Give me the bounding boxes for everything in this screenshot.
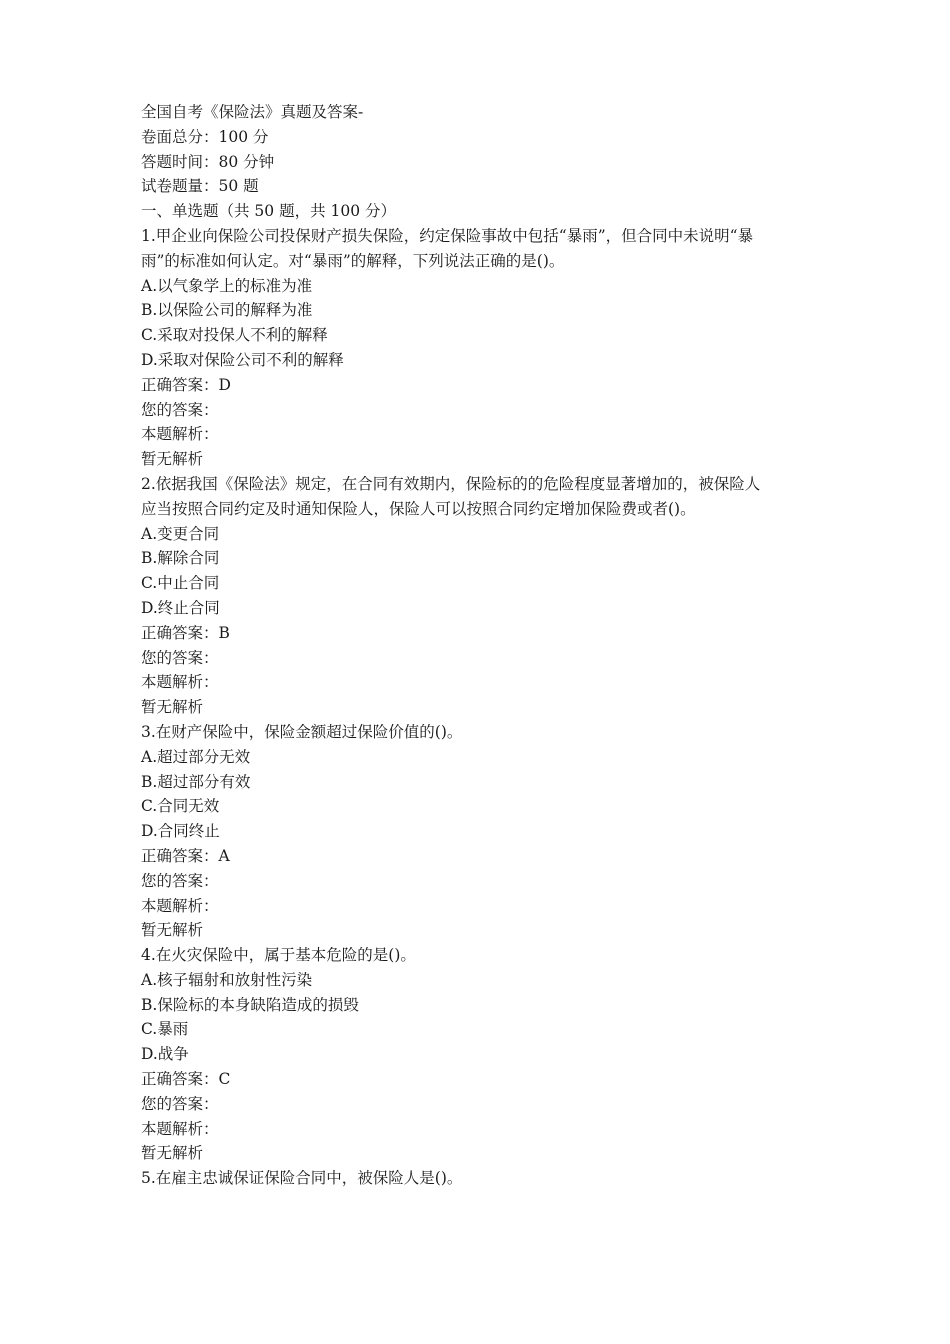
option-b: B.解除合同 [141,549,220,568]
analysis-text: 暂无解析 [141,450,204,469]
analysis-label: 本题解析： [141,673,219,692]
option-b: B.超过部分有效 [141,772,251,791]
analysis-text: 暂无解析 [141,1144,204,1163]
analysis-text: 暂无解析 [141,698,204,717]
option-d: D.合同终止 [141,822,220,841]
analysis-label: 本题解析： [141,425,219,444]
section-heading: 一、单选题（共 50 题，共 100 分） [141,202,397,221]
total-score: 卷面总分：100 分 [141,127,269,146]
option-c: C.采取对投保人不利的解释 [141,326,328,345]
your-answer: 您的答案： [141,1094,219,1113]
question-stem: 1.甲企业向保险公司投保财产损失保险，约定保险事故中包括“暴雨”，但合同中未说明“暴 [141,226,754,245]
option-c: C.合同无效 [141,797,220,816]
option-d: D.终止合同 [141,598,220,617]
question-stem: 2.依据我国《保险法》规定，在合同有效期内，保险标的的危险程度显著增加的，被保险人 [141,474,761,493]
exam-time: 答题时间：80 分钟 [141,152,275,171]
question-stem: 3.在财产保险中，保险金额超过保险价值的()。 [141,722,463,741]
option-b: B.保险标的本身缺陷造成的损毁 [141,995,359,1014]
option-d: D.战争 [141,1045,189,1064]
question-1 [141,224,821,472]
question-4 [141,943,821,1166]
question-5 [141,1166,821,1191]
question-stem: 应当按照合同约定及时通知保险人，保险人可以按照合同约定增加保险费或者()。 [141,499,696,518]
analysis-label: 本题解析： [141,896,219,915]
analysis-label: 本题解析： [141,1119,219,1138]
question-stem: 4.在火灾保险中，属于基本危险的是()。 [141,946,416,965]
correct-answer: 正确答案：B [141,623,230,642]
document-page [141,100,821,1191]
question-3 [141,720,821,943]
your-answer: 您的答案： [141,648,219,667]
question-count: 试卷题量：50 题 [141,177,259,196]
option-a: A.核子辐射和放射性污染 [141,970,313,989]
option-a: A.超过部分无效 [141,747,251,766]
option-c: C.中止合同 [141,574,220,593]
question-stem: 5.在雇主忠诚保证保险合同中，被保险人是()。 [141,1169,463,1188]
analysis-text: 暂无解析 [141,921,204,940]
document-title: 全国自考《保险法》真题及答案- [141,103,364,121]
your-answer: 您的答案： [141,400,219,419]
question-2 [141,472,821,720]
option-d: D.采取对保险公司不利的解释 [141,350,344,369]
option-c: C.暴雨 [141,1020,189,1039]
correct-answer: 正确答案：D [141,375,231,394]
option-a: A.以气象学上的标准为准 [141,276,313,295]
correct-answer: 正确答案：A [141,846,230,865]
question-stem: 雨”的标准如何认定。对“暴雨”的解释，下列说法正确的是()。 [141,251,565,270]
your-answer: 您的答案： [141,871,219,890]
option-a: A.变更合同 [141,524,220,543]
correct-answer: 正确答案：C [141,1070,231,1089]
option-b: B.以保险公司的解释为准 [141,301,313,320]
